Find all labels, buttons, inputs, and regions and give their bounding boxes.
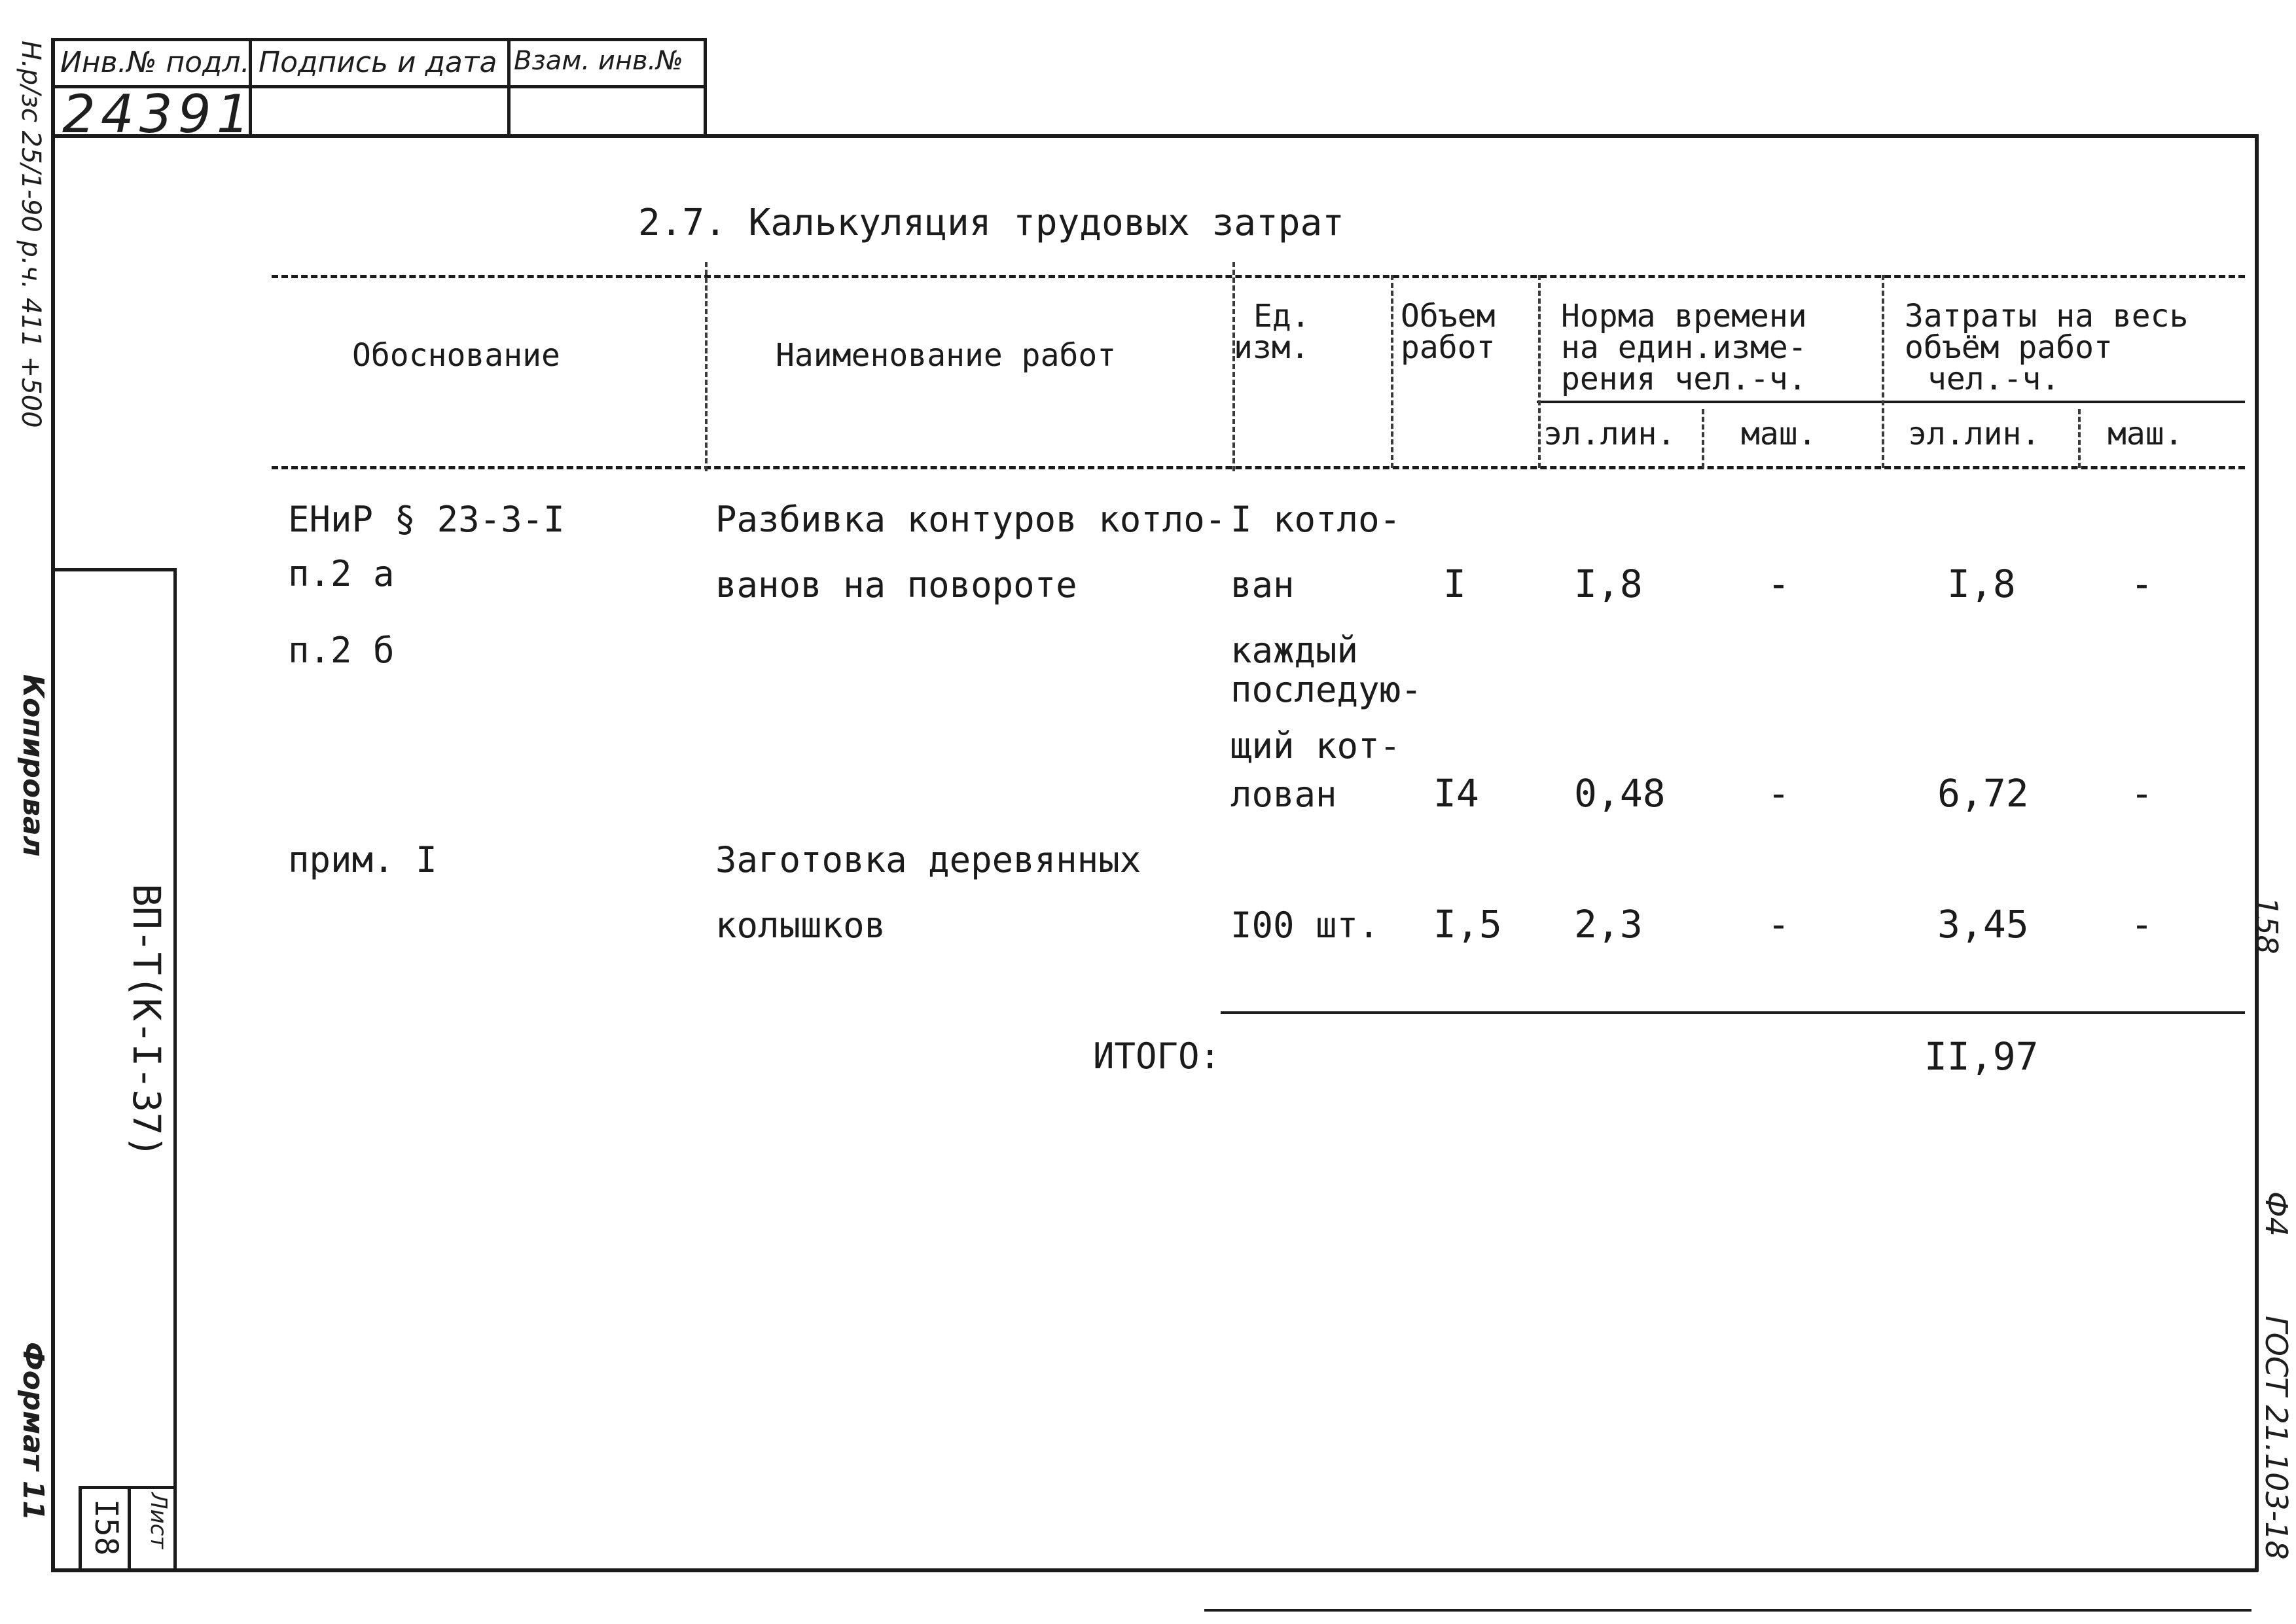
r1-cost-el: I,8	[1947, 562, 2016, 606]
podpis-label: Подпись и дата	[259, 46, 497, 79]
header-cost-mash: маш.	[2108, 416, 2183, 452]
r2-norm-el: 0,48	[1574, 771, 1666, 816]
header-norm-mash: маш.	[1741, 416, 1817, 452]
total-value: II,97	[1924, 1034, 2039, 1079]
r3-norm-mash: -	[1767, 902, 1790, 947]
vzam-label: Взам. инв.№	[514, 46, 683, 76]
header-cost-2: объём работ	[1905, 329, 2113, 366]
r3-volume: I,5	[1433, 902, 1502, 947]
r1-unit-2: ван	[1230, 564, 1295, 605]
r1-work-1: Разбивка контуров котло-	[715, 499, 1227, 540]
r1-basis: ЕНиР § 23-3-I	[288, 499, 565, 540]
kopiroval-label: Копировал	[16, 674, 50, 857]
r1-norm-el: I,8	[1574, 562, 1643, 606]
r2-basis: п.2 б	[288, 630, 395, 671]
list-number: I58	[88, 1499, 124, 1556]
r2-cost-mash: -	[2130, 771, 2153, 816]
format-label: Формат 11	[16, 1342, 50, 1521]
r3-cost-el: 3,45	[1937, 902, 2029, 947]
r1-unit-1: I котло-	[1230, 499, 1401, 540]
r3-cost-mash: -	[2130, 902, 2153, 947]
gost-mark: ГОСТ 21.103-18	[2259, 1316, 2294, 1560]
r1-volume: I	[1443, 562, 1466, 606]
r3-basis: прим. I	[288, 839, 437, 880]
page-mark: 158	[2249, 897, 2284, 954]
page-title: 2.7. Калькуляция трудовых затрат	[638, 202, 1344, 244]
r3-work-1: Заготовка деревянных	[715, 839, 1141, 880]
header-volume-2: работ	[1401, 329, 1496, 366]
header-volume-1: Объем	[1401, 298, 1496, 334]
header-work-name: Наименование работ	[776, 337, 1117, 374]
r1-work-2: ванов на повороте	[715, 564, 1077, 605]
inv-number: 24391	[62, 84, 255, 145]
total-label: ИТОГО:	[1093, 1036, 1221, 1077]
doc-code: ВП-Т(К-I-37)	[124, 884, 169, 1159]
header-norm-el: эл.лин.	[1543, 416, 1676, 452]
r1-norm-mash: -	[1767, 562, 1790, 606]
r3-unit: I00 шт.	[1230, 905, 1380, 946]
inv-podl-label: Инв.№ подл.	[60, 46, 250, 79]
r2-unit-4: лован	[1230, 774, 1337, 815]
r3-norm-el: 2,3	[1574, 902, 1643, 947]
r2-cost-el: 6,72	[1937, 771, 2029, 816]
header-norm-1: Норма времени	[1561, 298, 1807, 334]
header-cost-1: Затраты на весь	[1905, 298, 2189, 334]
r2-unit-2: последую-	[1230, 669, 1422, 710]
r2-unit-3: щий кот-	[1230, 725, 1401, 767]
r2-volume: I4	[1433, 771, 1479, 816]
header-norm-2: на един.изме-	[1561, 329, 1807, 366]
f4-mark: Ф4	[2259, 1191, 2294, 1236]
header-cost-3: чел.-ч.	[1928, 361, 2060, 397]
header-unit-2: изм.	[1234, 329, 1310, 366]
r1-basis-2: п.2 а	[288, 553, 395, 594]
header-cost-el: эл.лин.	[1908, 416, 2041, 452]
header-basis: Обоснование	[352, 337, 560, 374]
r3-work-2: колышков	[715, 905, 886, 946]
left-ref-note: Н.р/зс 25/1-90 р.ч. 411 +500	[16, 41, 46, 428]
r1-cost-mash: -	[2130, 562, 2153, 606]
r2-unit-1: каждый	[1230, 630, 1359, 671]
r2-norm-mash: -	[1767, 771, 1790, 816]
list-label: Лист	[145, 1492, 171, 1549]
header-unit-1: Ед.	[1253, 298, 1310, 334]
header-norm-3: рения чел.-ч.	[1561, 361, 1807, 397]
